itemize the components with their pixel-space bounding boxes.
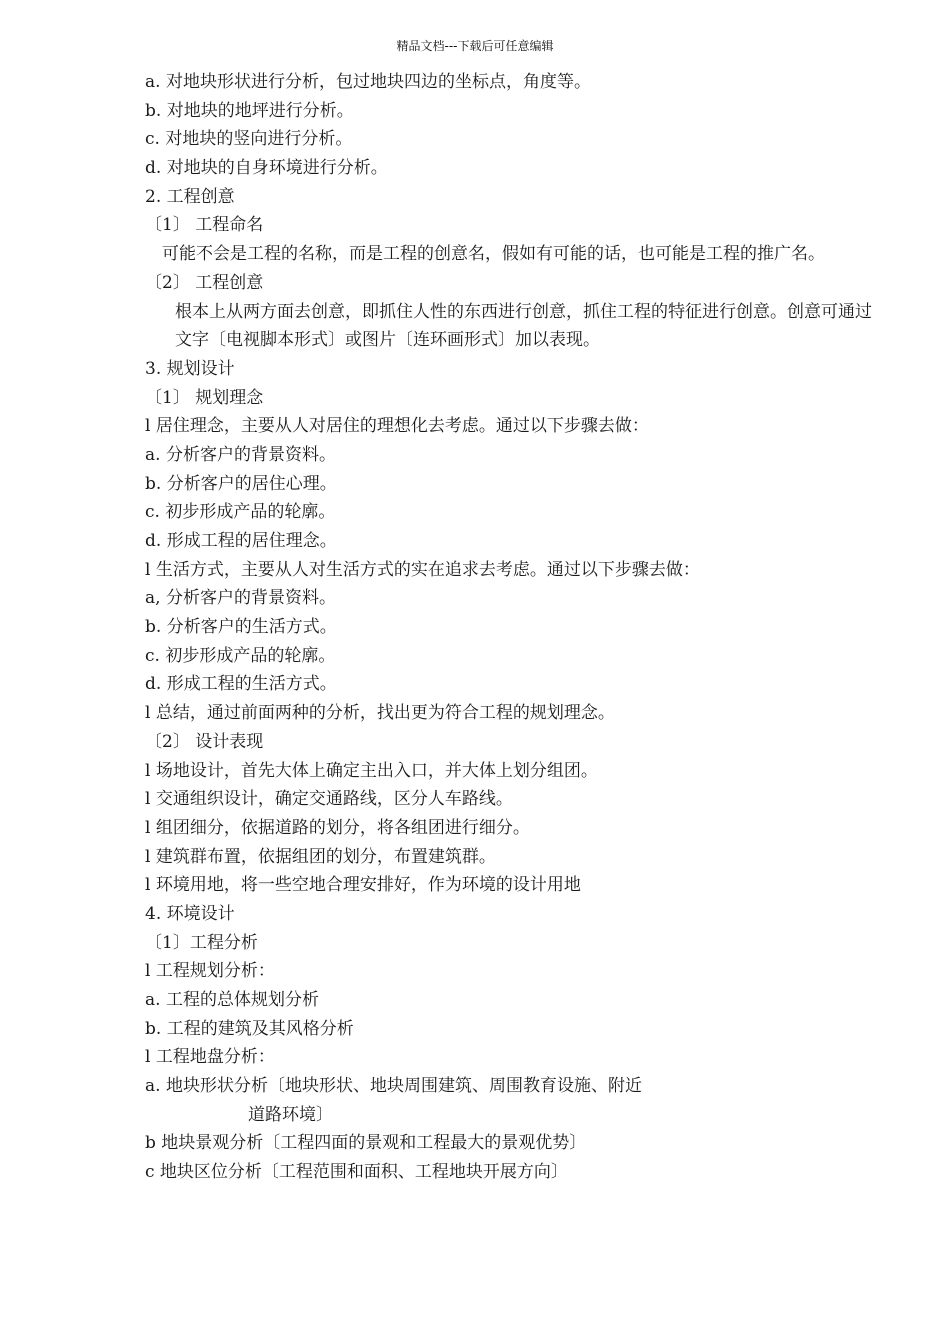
text-line: b. 分析客户的生活方式。 [145,617,337,638]
bullet-item: l 工程地盘分析： [145,1047,275,1068]
bullet-item: l 工程规划分析： [145,961,275,982]
bullet-item: l 场地设计，首先大体上确定主出入口，并大体上划分组团。 [145,760,598,781]
text-line: c. 对地块的竖向进行分析。 [145,129,353,150]
bullet-item: l 生活方式，主要从人对生活方式的实在追求去考虑。通过以下步骤去做： [145,559,700,580]
bullet-item: l 交通组织设计，确定交通路线，区分人车路线。 [145,789,513,810]
text-line: a, 分析客户的背景资料。 [145,588,336,609]
bullet-item: l 居住理念，主要从人对居住的理想化去考虑。通过以下步骤去做： [145,416,649,437]
subsection-heading: 〔2〕 设计表现 [145,731,264,752]
text-line: b 地块景观分析〔工程四面的景观和工程最大的景观优势〕 [145,1133,587,1154]
text-line: a. 工程的总体规划分析 [145,990,319,1011]
text-line: d. 对地块的自身环境进行分析。 [145,158,388,179]
text-line: d. 形成工程的居住理念。 [145,531,337,552]
text-line: c. 初步形成产品的轮廓。 [145,645,336,666]
text-line: c 地块区位分析〔工程范围和面积、工程地块开展方向〕 [145,1162,568,1183]
bullet-item: l 环境用地，将一些空地合理安排好，作为环境的设计用地 [145,875,581,896]
paragraph: 根本上从两方面去创意，即抓住人性的东西进行创意，抓住工程的特征进行创意。创意可通过文字〔电视脚本形式〕或图片〔连环画形式〕加以表现。 [175,301,872,351]
subsection-heading: 〔1〕 规划理念 [145,387,264,408]
subsection-heading: 〔2〕 工程创意 [145,272,264,293]
bullet-item: l 总结，通过前面两种的分析，找出更为符合工程的规划理念。 [145,703,615,724]
document-body [145,68,875,1187]
subsection-heading: 〔1〕 工程命名 [145,215,264,236]
section-heading: 2. 工程创意 [145,186,235,207]
section-heading: 3. 规划设计 [145,358,235,379]
subsection-heading: 〔1〕工程分析 [145,932,258,953]
text-line: b. 分析客户的居住心理。 [145,473,337,494]
text-line-continuation: 道路环境〕 [248,1104,333,1125]
text-line: a. 地块形状分析〔地块形状、地块周围建筑、周围教育设施、附近 [145,1076,642,1097]
section-heading: 4. 环境设计 [145,903,235,924]
text-line: a. 对地块形状进行分析，包过地块四边的坐标点，角度等。 [145,72,591,92]
bullet-item: l 建筑群布置，依据组团的划分，布置建筑群。 [145,846,496,867]
text-line: b. 工程的建筑及其风格分析 [145,1018,354,1039]
paragraph: 可能不会是工程的名称，而是工程的创意名，假如有可能的话，也可能是工程的推广名。 [162,244,825,265]
bullet-item: l 组团细分，依据道路的划分，将各组团进行细分。 [145,817,530,838]
text-line: c. 初步形成产品的轮廓。 [145,502,336,523]
text-line: d. 形成工程的生活方式。 [145,674,337,695]
text-line: a. 分析客户的背景资料。 [145,444,336,465]
text-line: b. 对地块的地坪进行分析。 [145,100,354,121]
page-header: 精品文档---下载后可任意编辑 [396,39,554,53]
